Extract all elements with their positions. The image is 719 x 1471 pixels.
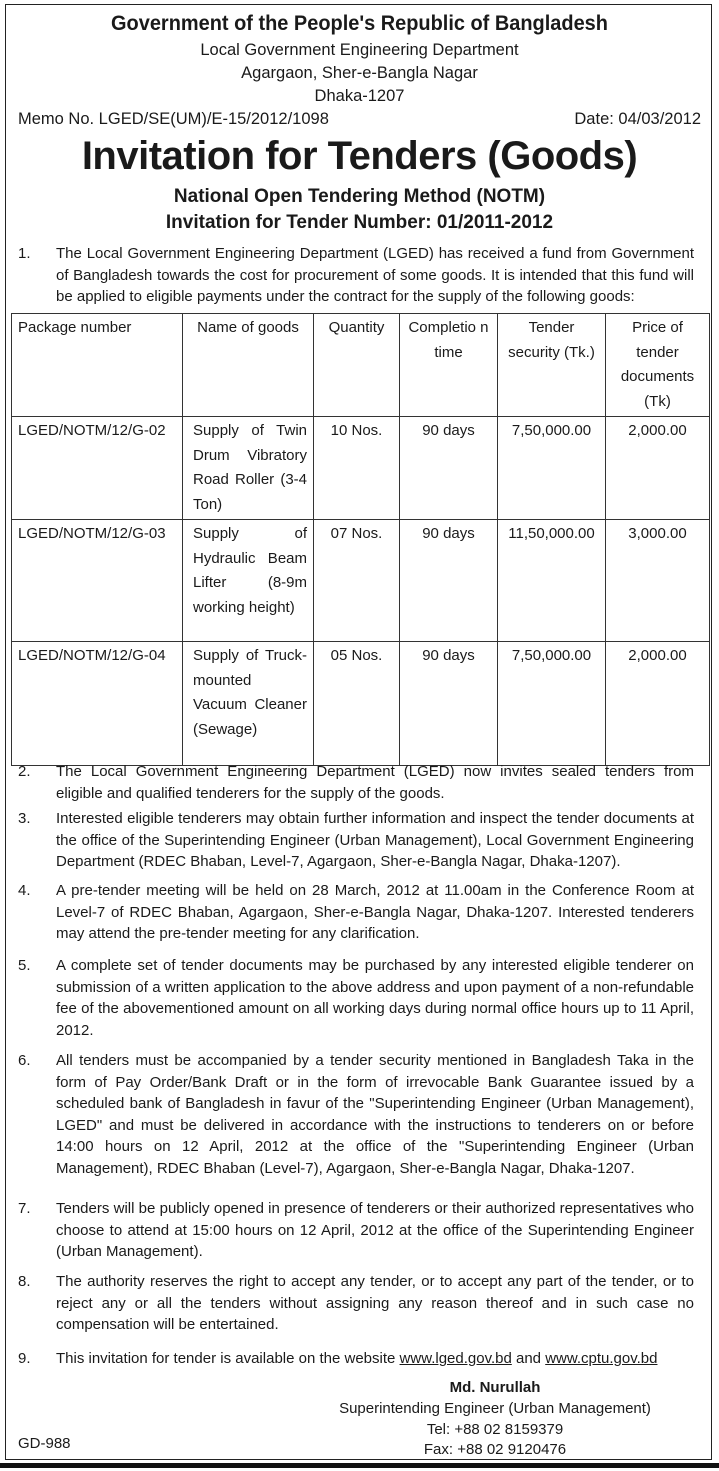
paragraph-text: Tenders will be publicly opened in presence of tenderers or their authorized representatives who choose to attend at 15:00 hours on 12 April, 2012 at the office of the Superintending Engineer (Urban Management). [56,1200,694,1261]
tender-method: National Open Tendering Method (NOTM) [173,186,546,207]
header-document-price: Price of tender documents (Tk) [606,314,710,417]
paragraph-text: The Local Government Engineering Department (LGED) has received a fund from Government of Bangladesh towards the cost for procurement of some goods. It is intended that this fund will be applied to eligible payments under the contract for the supply of the following goods: [56,245,694,306]
paragraph-text: A pre-tender meeting will be held on 28 March, 2012 at 11.00am in the Conference Room at Level-7 of RDEC Bhaban, Agargaon, Sher-e-Bangla Nagar, Dhaka-1207. Interested tenderers may attend the pre-tender meeting for any clarification. [56,882,694,943]
address-line-1: Agargaon, Sher-e-Bangla Nagar [241,64,478,82]
package-number: LGED/NOTM/12/G-03 [12,520,183,642]
paragraph-number: 9. [18,1350,31,1367]
page-title: Invitation for Tenders (Goods) [81,134,638,178]
tender-security: 11,50,000.00 [498,520,606,642]
gd-number: GD-988 [18,1435,71,1452]
header-quantity: Quantity [314,314,400,417]
signatory-tel: Tel: +88 02 8159379 [426,1421,564,1438]
paragraph-text: The authority reserves the right to accept any tender, or to accept any part of the tender, or to reject any or all the tenders without assigning any reason thereof and in such case no compensation will be entertained. [56,1273,694,1334]
lged-website-link[interactable]: www.lged.gov.bd [399,1350,512,1367]
header-tender-security: Tender security (Tk.) [498,314,606,417]
paragraph-text: The Local Government Engineering Department (LGED) now invites sealed tenders from eligible and qualified tenderers for the supply of the goods. [56,763,694,802]
tender-number: Invitation for Tender Number: 01/2011-2012 [165,212,554,233]
paragraph-number: 6. [18,1052,31,1069]
completion-time: 90 days [400,417,498,520]
cptu-website-link[interactable]: www.cptu.gov.bd [545,1350,658,1367]
memo-number: Memo No. LGED/SE(UM)/E-15/2012/1098 [18,110,329,128]
document-price: 2,000.00 [606,642,710,766]
signatory-name: Md. Nurullah [449,1379,541,1396]
paragraph-number: 1. [18,245,31,262]
document-price: 3,000.00 [606,520,710,642]
paragraph-text: A complete set of tender documents may be purchased by any interested eligible tenderer on submission of a written application to the above address and upon payment of a non-refundable fee of the abovementioned amount on all working days during normal office hours up to 11 April, 2012. [56,957,694,1039]
memo-date: Date: 04/03/2012 [574,110,701,128]
tender-security: 7,50,000.00 [498,642,606,766]
package-number: LGED/NOTM/12/G-02 [12,417,183,520]
paragraph-number: 2. [18,763,31,780]
website-intro: This invitation for tender is available on the website [56,1350,396,1367]
table-row [12,642,710,766]
header-name-of-goods: Name of goods [183,314,314,417]
paragraph-text [56,1348,694,1370]
paragraph-number: 5. [18,957,31,974]
header-completion-time: Completio n time [400,314,498,417]
goods-name: Supply of Hydraulic Beam Lifter (8-9m working height) [183,520,314,642]
table-row [12,520,710,642]
goods-name: Supply of Truck-mounted Vacuum Cleaner (Sewage) [183,642,314,766]
quantity: 10 Nos. [314,417,400,520]
quantity: 05 Nos. [314,642,400,766]
paragraph-text: Interested eligible tenderers may obtain further information and inspect the tender documents at the office of the Superintending Engineer (Urban Management), Local Government Engineering Department (RDEC Bhaban, Level-7, Agargaon, Sher-e-Bangla Nagar, Dhaka-1207). [56,810,694,871]
memo-row [18,110,701,132]
paragraph-text: All tenders must be accompanied by a tender security mentioned in Bangladesh Taka in the form of Pay Order/Bank Draft or in the form of irrevocable Bank Guarantee issued by a scheduled bank of Bangladesh in favur of the "Superintending Engineer (Urban Management), LGED" and must be delivered in accordance with the instructions to tenderers on or before 14:00 hours on 12 April, 2012 at the office of the "Superintending Engineer (Urban Management), RDEC Bhaban (Level-7), Agargaon, Sher-e-Bangla Nagar, Dhaka-1207. [56,1052,694,1177]
goods-name: Supply of Twin Drum Vibratory Road Roller (3-4 Ton) [183,417,314,520]
paragraph-number: 4. [18,882,31,899]
paragraph-number: 7. [18,1200,31,1217]
completion-time: 90 days [400,520,498,642]
signatory-title: Superintending Engineer (Urban Management) [339,1400,651,1417]
table-header-row [12,314,710,417]
table-row [12,417,710,520]
header-package-number: Package number [12,314,183,417]
department-name: Local Government Engineering Department [200,41,519,59]
completion-time: 90 days [400,642,498,766]
quantity: 07 Nos. [314,520,400,642]
document-price: 2,000.00 [606,417,710,520]
paragraph-number: 8. [18,1273,31,1290]
paragraph-number: 3. [18,810,31,827]
government-heading: Government of the People's Republic of Bangladesh [111,12,608,35]
signatory-fax: Fax: +88 02 9120476 [423,1441,567,1458]
goods-table [11,313,710,766]
package-number: LGED/NOTM/12/G-04 [12,642,183,766]
bottom-rule [0,1463,719,1468]
address-line-2: Dhaka-1207 [314,87,405,105]
tender-security: 7,50,000.00 [498,417,606,520]
conjunction: and [516,1350,542,1367]
